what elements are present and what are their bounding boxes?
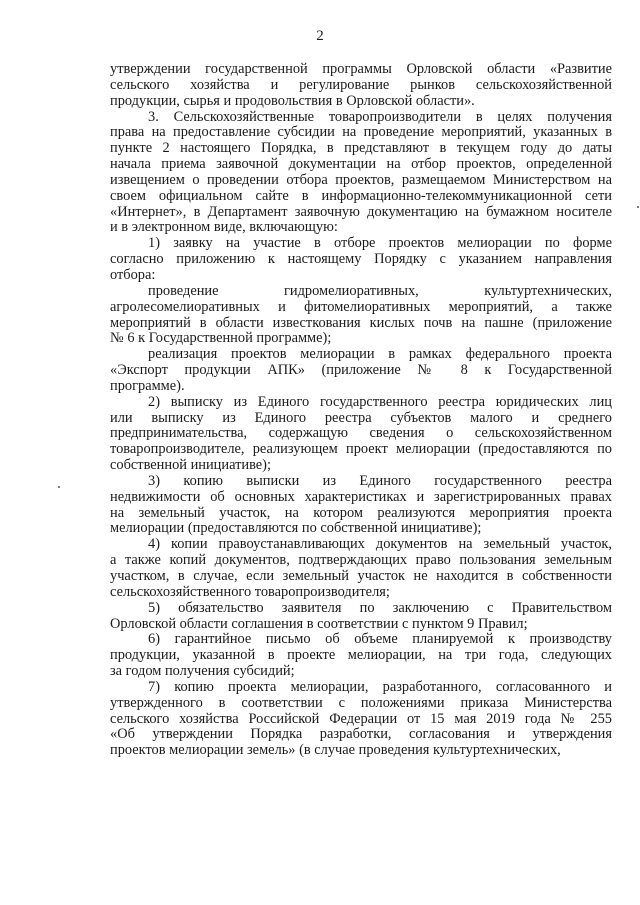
text-line: начала приема заявочной документации на отбор проектов, определенной (110, 156, 612, 173)
text-line: мелиорации (предоставляются по собственной инициативе); (110, 520, 482, 537)
text-line: своем официальном сайте в информационно-телекоммуникационной сети (110, 187, 612, 204)
paragraph (110, 537, 612, 600)
text-line: продукции, указанной в проекте мелиорации, на три года, следующих (110, 647, 612, 664)
text-line: 2) выписку из Единого государственного реестра юридических лиц (148, 393, 612, 410)
text-line: 5) обязательство заявителя по заключению с Правительством (148, 599, 612, 616)
text-line: проведение гидромелиоративных, культуртехнических, (148, 282, 612, 299)
text-line: «Об утверждении Порядка разработки, согласования и утверждения (110, 726, 612, 743)
text-line: отбора: (110, 266, 156, 283)
text-line: участком, в случае, если земельный участок не находится в собственности (110, 568, 612, 584)
text-line: предпринимательства, содержащую сведения о сельскохозяйственном (110, 425, 612, 442)
paragraph (110, 601, 612, 633)
text-line: 6) гарантийное письмо об объеме планируемой к производству (148, 631, 612, 648)
text-line: «Интернет», в Департамент заявочную документацию на бумажном носителе (110, 203, 612, 220)
text-line: утвержденного в соответствии с положениями приказа Министерства (110, 694, 612, 711)
paragraph (110, 395, 612, 474)
text-line: программе). (110, 377, 185, 394)
text-line: или выписку из Единого реестра субъектов малого и среднего (110, 409, 612, 426)
text-line: мероприятий в области известкования кислых почв на пашне (приложение (110, 314, 612, 331)
text-line: за годом получения субсидий; (110, 663, 295, 680)
text-line: № 6 к Государственной программе); (110, 330, 332, 347)
text-line: собственной инициативе); (110, 457, 271, 474)
text-line: пункте 2 настоящего Порядка, в представляют в текущем году до даты (110, 140, 612, 157)
paragraph (110, 680, 612, 759)
text-line: утверждении государственной программы Орловской области «Развитие (110, 61, 612, 77)
text-line: проектов мелиорации земель» (в случае проведения культуртехнических, (110, 742, 561, 759)
text-line: Орловской области соглашения в соответствии с пунктом 9 Правил; (110, 615, 528, 632)
paragraph (110, 474, 612, 537)
paragraph (110, 632, 612, 680)
text-line: агролесомелиоративных и фитомелиоративных мероприятий, а также (110, 298, 612, 315)
document-body (110, 62, 612, 759)
text-line: товаропроизводителе, реализующем проект мелиорации (предоставляются по (110, 441, 612, 458)
paragraph (110, 284, 612, 347)
scan-speck (58, 486, 60, 488)
text-line: права на предоставление субсидии на проведение мероприятий, указанных в (110, 124, 612, 141)
text-line: сельского хозяйства и регулирование рынков сельскохозяйственной (110, 76, 612, 93)
scan-speck (637, 206, 639, 208)
text-line: и в электронном виде, включающую: (110, 219, 338, 236)
paragraph (110, 236, 612, 284)
text-line: на земельный участок, на котором реализуются мероприятия проекта (110, 504, 612, 521)
text-line: «Экспорт продукции АПК» (приложение № 8 к Государственной (110, 362, 612, 379)
page-number: 2 (316, 28, 324, 44)
text-line: недвижимости об основных характеристиках и зарегистрированных правах (110, 488, 612, 505)
text-line: извещением о проведении отбора проектов, размещаемом Министерством на (110, 171, 612, 188)
text-line: 7) копию проекта мелиорации, разработанного, согласованного и (148, 678, 612, 695)
paragraph (110, 110, 612, 237)
text-line: 3) копию выписки из Единого государственного реестра (148, 472, 612, 489)
text-line: 3. Сельскохозяйственные товаропроизводители в целях получения (148, 108, 612, 125)
text-line: 4) копии правоустанавливающих документов на земельный участок, (148, 536, 612, 553)
paragraph (110, 62, 612, 110)
text-line: реализация проектов мелиорации в рамках федерального проекта (148, 346, 612, 363)
text-line: 1) заявку на участие в отборе проектов мелиорации по форме (148, 235, 612, 252)
paragraph (110, 347, 612, 395)
text-line: согласно приложению к настоящему Порядку с указанием направления (110, 251, 612, 268)
text-line: сельского хозяйства Российской Федерации от 15 мая 2019 года № 255 (110, 710, 612, 727)
text-line: а также копий документов, подтверждающих право пользования земельным (110, 552, 612, 569)
text-line: сельскохозяйственного товаропроизводителя; (110, 583, 390, 600)
text-line: продукции, сырья и продовольствия в Орловской области». (110, 92, 475, 109)
